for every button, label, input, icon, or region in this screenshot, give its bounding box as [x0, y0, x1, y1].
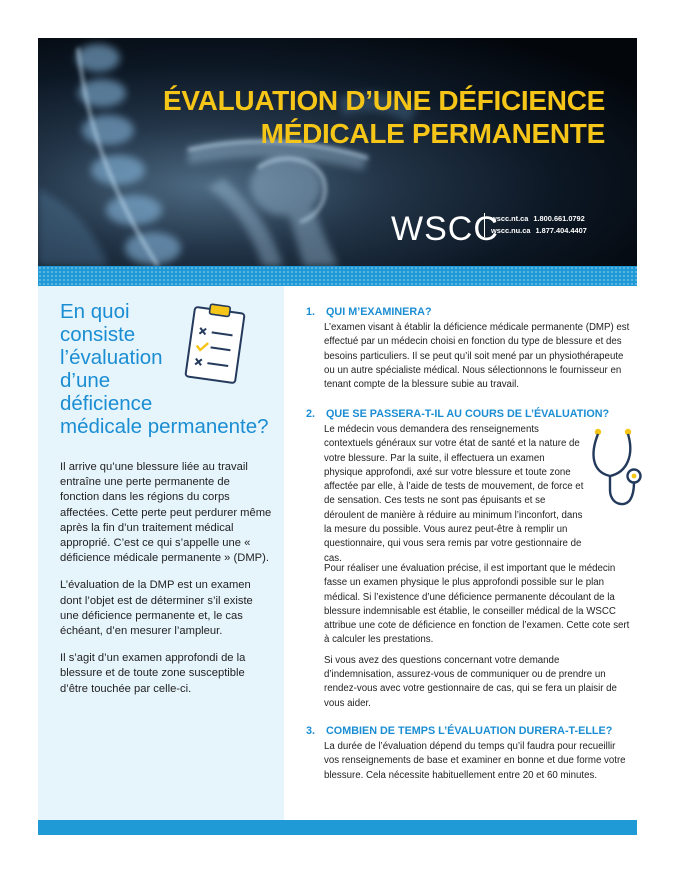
sidebar-paragraph: L’évaluation de la DMP est un examen dont l’objet est de déterminer s’il existe une déficience permanente et, le cas échéant, d’en mesurer l’ampleur.: [60, 579, 253, 638]
section-number: 3.: [306, 725, 316, 737]
phone-number-nt: 1.800.661.0792: [533, 214, 585, 223]
clipboard-checklist-icon: [178, 302, 252, 388]
section-heading-2: [306, 408, 609, 420]
section-number: 2.: [306, 408, 316, 420]
contact-line-nu: [491, 225, 587, 237]
section-paragraph: Le médecin vous demandera des renseignements contextuels généraux sur votre état de santé et la nature de votre blessure. Par la suite, il effectuera un examen physique approfondi, axé sur votre blessure et toute zone affectée par elle, à l’aide de tests de mouvement, de force et de sensation. Ces tests ne sont pas épuisants et se déroulent de manière à réduire au minimum l’inconfort, dans la mesure du possible. Vous aurez peut-être à remplir un questionnaire, qui vous sera remis par votre gestionnaire de cas.: [324, 424, 584, 564]
title-line-2: MÉDICALE PERMANENTE: [260, 118, 605, 149]
section-paragraph: Pour réaliser une évaluation précise, il est important que le médecin fasse un examen physique le plus approfondi possible sur le plan médical. Si l’existence d’une déficience permanente découlant de la blessure indemnisable est établie, le conseiller médical de la WSCC attribue une cote de déficience en fonction de l’examen. Cette cote sert à calculer les prestations.: [324, 563, 630, 646]
section-body-2b: [324, 562, 630, 717]
section-body-3: [324, 740, 630, 789]
section-heading-1: [306, 306, 432, 318]
section-paragraph: La durée de l’évaluation dépend du temps qu’il faudra pour recueillir vos renseignements de base et examiner en bonne et due forme votre blessure. Cela nécessite habituellement entre 20 et 60 minutes.: [324, 741, 626, 781]
sidebar-heading-line: médicale permanente?: [60, 415, 269, 438]
phone-number-nu: 1.877.404.4407: [535, 226, 587, 235]
section-paragraph: Si vous avez des questions concernant votre demande d’indemnisation, assurez-vous de communiquer ou de prendre un rendez-vous avec votre gestionnaire de cas, qui se fera un plaisir de vous aider.: [324, 654, 617, 709]
sidebar-heading-line: d’une: [60, 369, 111, 392]
sidebar-heading-line: En quoi: [60, 300, 130, 323]
sidebar-heading-line: déficience: [60, 392, 153, 415]
sidebar-heading-line: l’évaluation: [60, 346, 163, 369]
section-title: QUE SE PASSERA-T-IL AU COURS DE L’ÉVALUATION?: [326, 408, 610, 420]
section-body-1: [324, 321, 630, 398]
section-title: COMBIEN DE TEMPS L’ÉVALUATION DURERA-T-ELLE?: [326, 725, 613, 737]
page-title: [135, 84, 605, 150]
website-link-nt[interactable]: wscc.nt.ca: [491, 214, 529, 223]
contact-info: [484, 213, 587, 237]
section-body-2: [324, 423, 586, 572]
website-link-nu[interactable]: wscc.nu.ca: [491, 226, 531, 235]
stethoscope-icon: [584, 424, 644, 514]
sidebar-paragraph: Il s’agit d’un examen approfondi de la blessure et de toute zone susceptible d’être touchée par celle-ci.: [60, 652, 246, 695]
section-heading-3: [306, 725, 612, 737]
section-paragraph: L’examen visant à établir la déficience médicale permanente (DMP) est effectué par un médecin choisi en fonction du type de blessure et des besoins particuliers. Il se peut qu’il soit mené par un physiothérapeute ou un autre spécialiste médical. Nous sélectionnons le fournisseur en tenant compte de la blessure subie au travail.: [324, 322, 630, 391]
header-banner: [38, 38, 637, 266]
decorative-stripe: [38, 266, 637, 286]
sidebar-body: [60, 460, 272, 709]
footer-bar: [38, 820, 637, 835]
title-line-1: ÉVALUATION D’UNE DÉFICIENCE: [163, 85, 605, 116]
section-number: 1.: [306, 306, 316, 318]
wscc-logo: WSCC: [391, 210, 499, 248]
section-title: QUI M’EXAMINERA?: [326, 306, 432, 318]
sidebar-heading-line: consiste: [60, 323, 136, 346]
sidebar-paragraph: Il arrive qu’une blessure liée au travail entraîne une perte permanente de fonction dans les régions du corps affectées. Cette perte peut perdurer même après la fin d’un traitement médical approprié. C’est ce qui s’appelle une « déficience médicale permanente » (DMP).: [60, 461, 272, 565]
contact-line-nt: [491, 213, 587, 225]
